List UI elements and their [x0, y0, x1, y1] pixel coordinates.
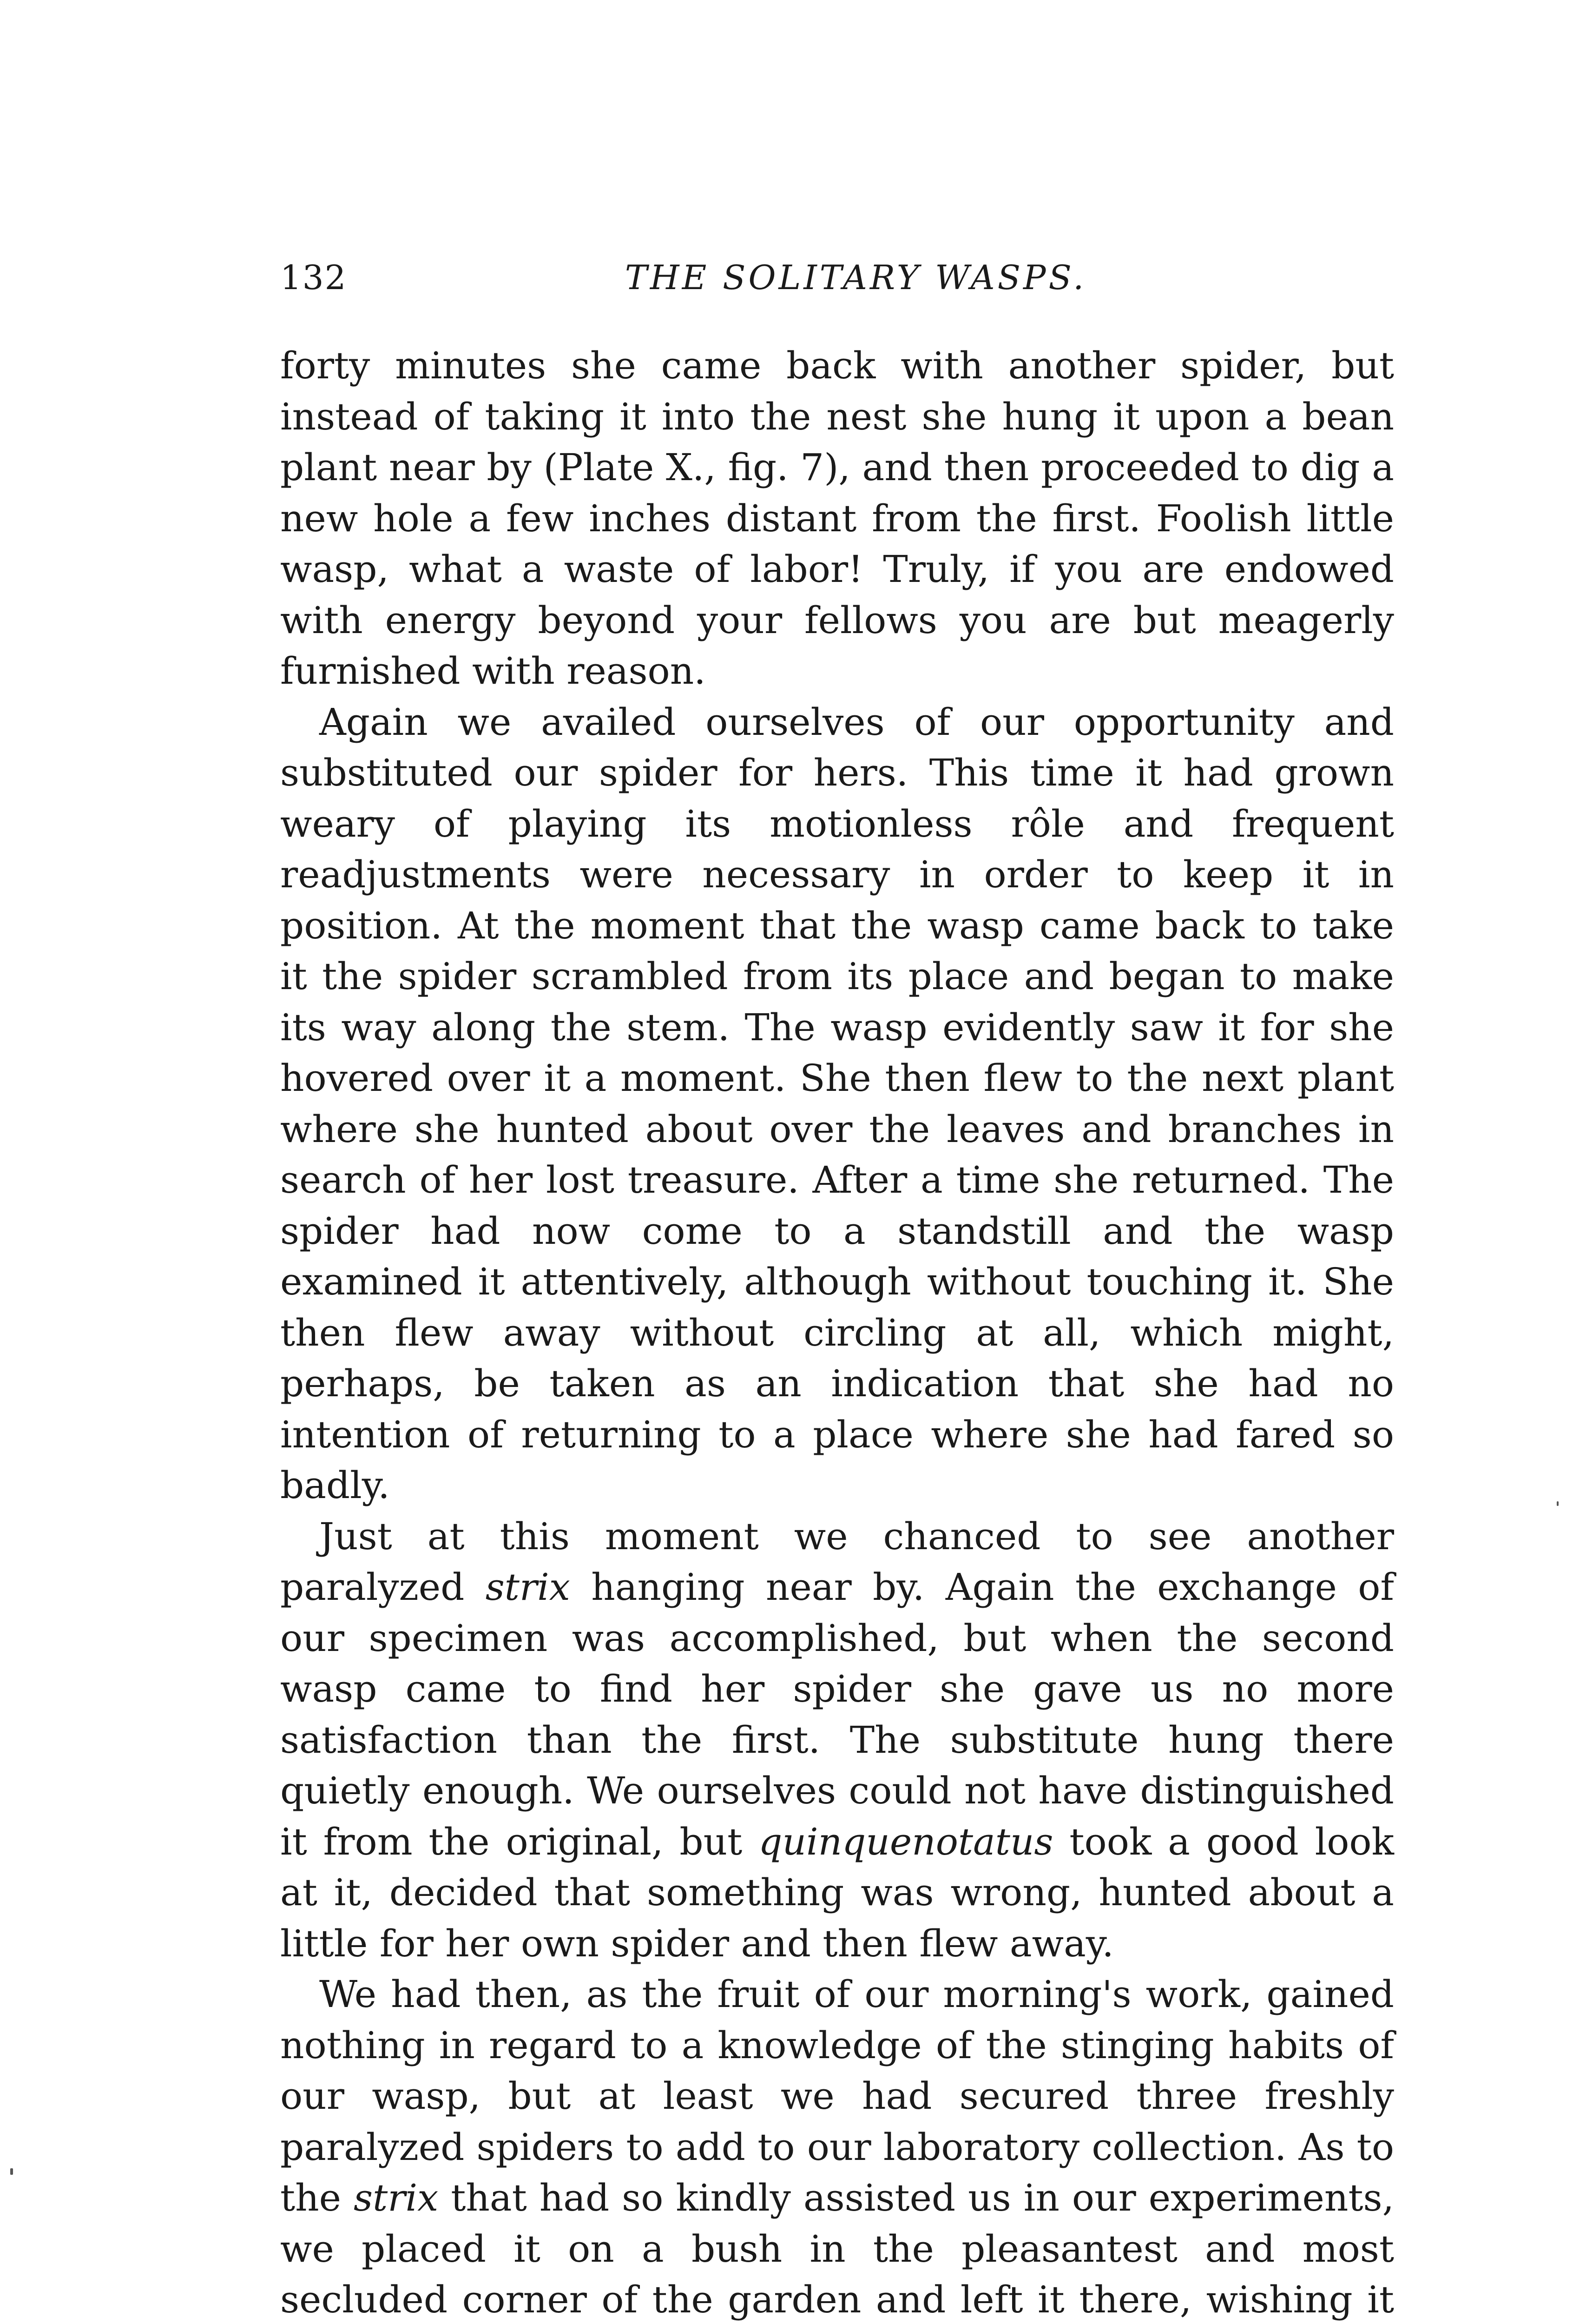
paragraph-4-text-b: that had so kindly assisted us in our experiments, we placed it on a bush in the pleasantest and most secluded corner of the garden and left it there, wishing it [280, 2176, 1394, 2321]
paragraph-3-text-a: Just at this moment we chanced to see another paralyzed [280, 1514, 1394, 1609]
running-title: THE SOLITARY WASPS. [625, 258, 1087, 297]
paragraph-3 [280, 1511, 1394, 1969]
scan-speck [10, 2168, 13, 2175]
paragraph-1-text: forty minutes she came back with another spider, but instead of taking it into the nest she hung it upon a bean plant near by (Plate X., fig. 7), and then proceeded to dig a new hole a few inches distant from the first. Foolish little wasp, what a waste of labor! Truly, if you are endowed with energy beyond your fellows you are but meagerly furnished with reason. [280, 344, 1394, 693]
running-head [280, 252, 1394, 303]
species-name-strix: strix [485, 1565, 570, 1609]
species-name-strix-2: strix [354, 2176, 439, 2219]
paragraph-2 [280, 697, 1394, 1511]
paragraph-3-text-b: hanging near by. Again the exchange of our specimen was accomplished, but when the second wasp came to find her spider she gave us no more satisfaction than the first. The substitute hung there quietly enough. We ourselves could not have distinguished it from the original, but [280, 1565, 1394, 1863]
paragraph-2-text: Again we availed ourselves of our opportunity and substituted our spider for hers. This time it had grown weary of playing its motionless rôle and frequent readjustments were necessary in order to keep it in position. At the moment that the wasp came back to take it the spider scrambled from its place and began to make its way along the stem. The wasp evidently saw it for she hovered over it a moment. She then flew to the next plant where she hunted about over the leaves and branches in search of her lost treasure. After a time she returned. The spider had now come to a standstill and the wasp examined it attentively, although without touching it. She then flew away without circling at all, which might, perhaps, be taken as an indication that she had no intention of returning to a place where she had fared so badly. [280, 700, 1394, 1507]
paragraph-1 [280, 340, 1394, 697]
paragraph-4 [280, 1969, 1394, 2324]
paragraph-4-text-a: We had then, as the fruit of our morning's work, gained nothing in regard to a knowledge of the stinging habits of our wasp, but at least we had secured three freshly paralyzed spiders to add to our laboratory collection. As to the [280, 1973, 1394, 2219]
body-text [280, 340, 1394, 2324]
scan-speck [1557, 1501, 1559, 1506]
page-number: 132 [280, 258, 347, 297]
paragraph-3-text-c: took a good look at it, decided that something was wrong, hunted about a little for her own spider and then flew away. [280, 1820, 1394, 1965]
species-name-quinquenotatus: quinquenotatus [758, 1820, 1053, 1863]
